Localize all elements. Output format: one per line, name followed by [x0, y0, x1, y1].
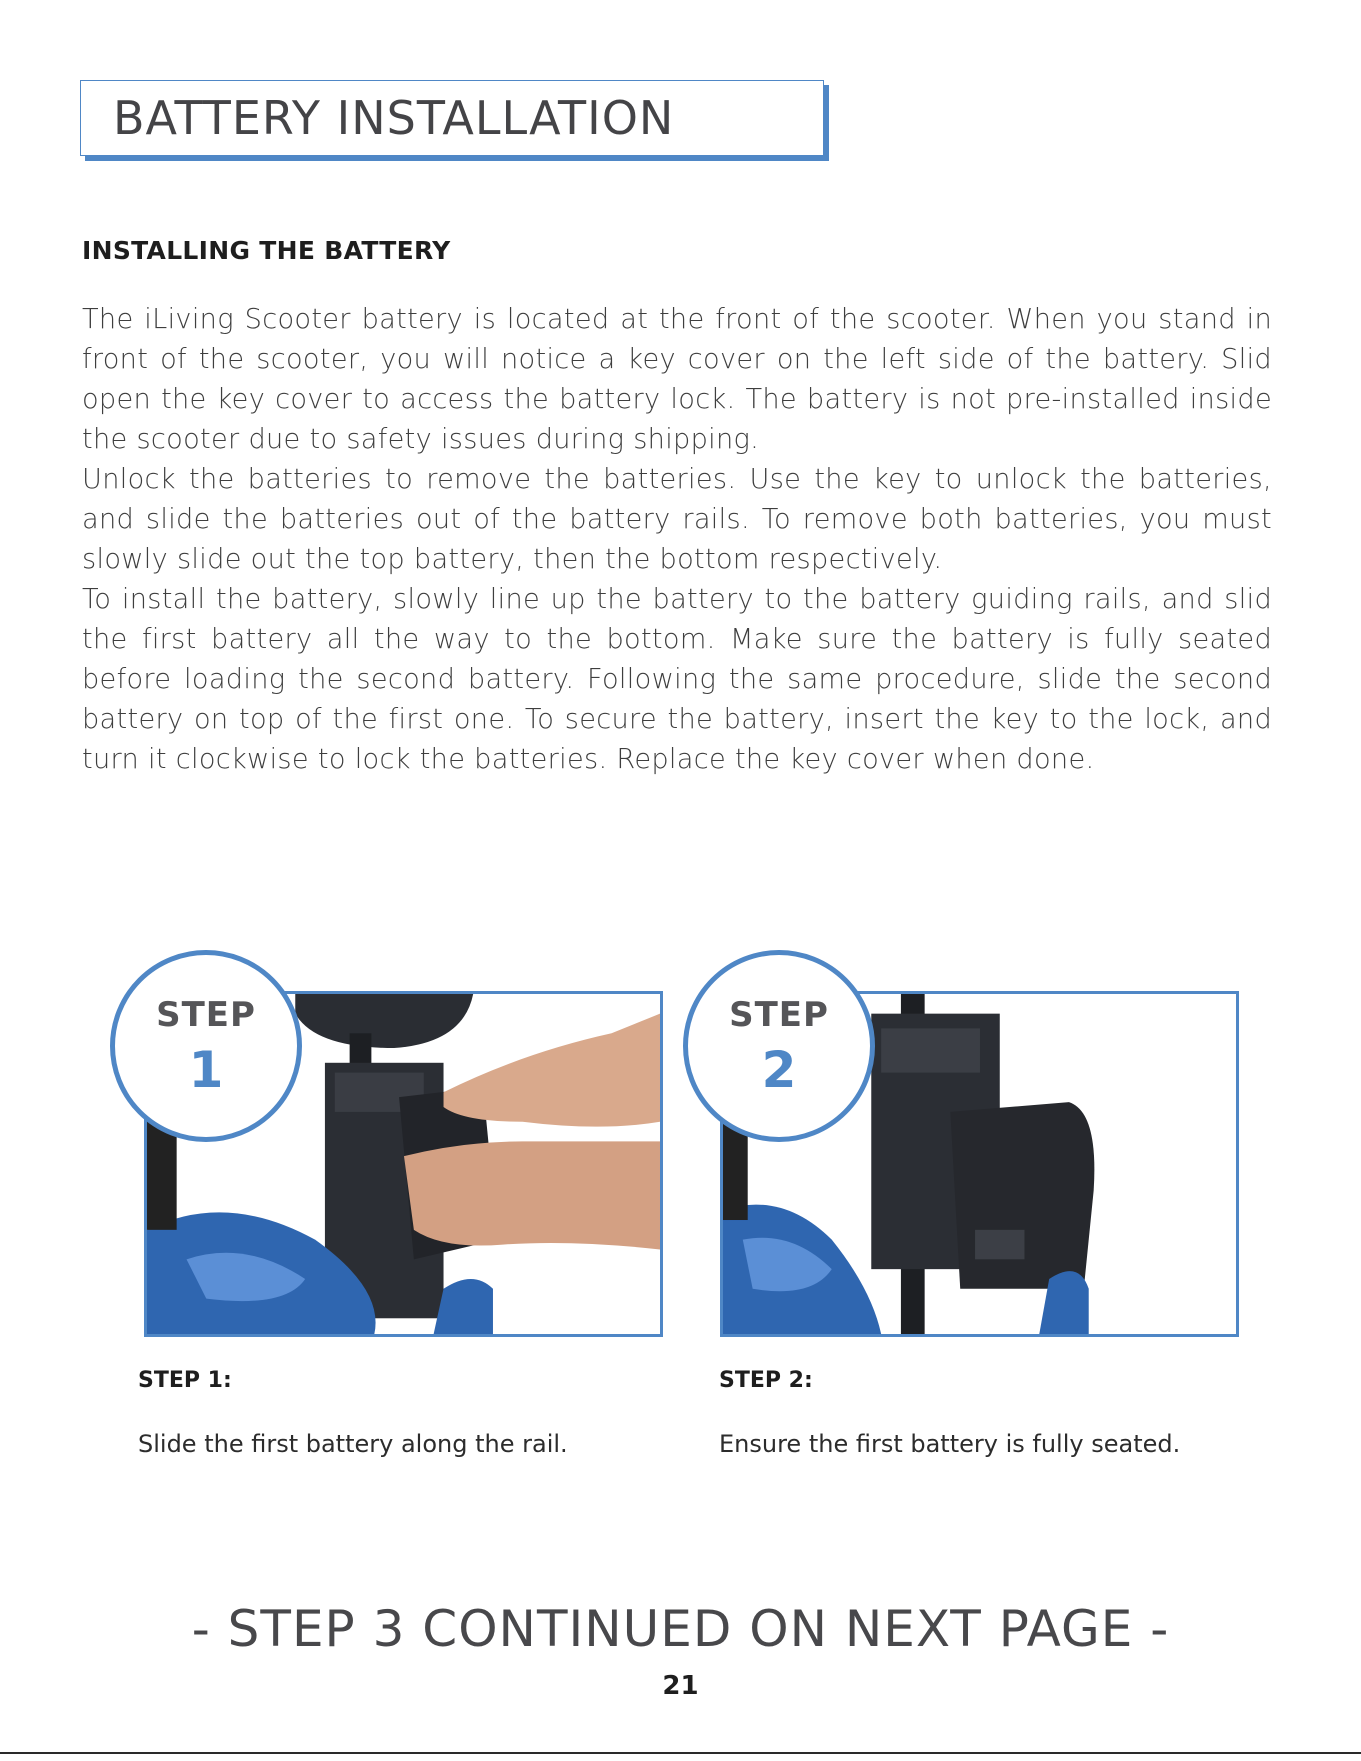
- step-1-badge-number: 1: [188, 1041, 224, 1099]
- footer-divider: [0, 1752, 1361, 1754]
- step-2-label: STEP 2:: [719, 1368, 813, 1393]
- step-1-badge-word: STEP: [156, 995, 256, 1035]
- step-2-badge: [683, 950, 875, 1142]
- paragraph-installing-batteries: To install the battery, slowly line up the battery to the battery guiding rails, and slid the first battery all the way to the bottom. Make sure the battery is fully seated before loading the second battery. Following the same procedure, slide the second battery on top of the first one. To secure the battery, insert the key to the lock, and turn it clockwise to lock the batteries. Replace the key cover when done.: [82, 584, 1272, 775]
- step-1-label: STEP 1:: [138, 1368, 232, 1393]
- paragraph-removing-batteries: Unlock the batteries to remove the batteries. Use the key to unlock the batteries, and slide the batteries out of the battery rails. To remove both batteries, you must slowly slide out the top battery, then the bottom respectively.: [82, 464, 1272, 575]
- step-2-caption: Ensure the first battery is fully seated.: [719, 1430, 1181, 1458]
- step-2-badge-word: STEP: [729, 995, 829, 1035]
- section-heading: INSTALLING THE BATTERY: [82, 236, 451, 265]
- page-title-box: [80, 80, 824, 156]
- paragraph-battery-location: The iLiving Scooter battery is located at the front of the scooter. When you stand in front of the scooter, you will notice a key cover on the left side of the battery. Slid open the key cover to access the battery lock. The battery is not pre-installed inside the scooter due to safety issues during shipping.: [82, 304, 1272, 455]
- page-number: 21: [662, 1671, 699, 1701]
- body-text: [82, 300, 1272, 780]
- step-2-badge-number: 2: [761, 1041, 797, 1099]
- step-1-caption: Slide the first battery along the rail.: [138, 1430, 568, 1458]
- step-1-badge: [110, 950, 302, 1142]
- page-title: BATTERY INSTALLATION: [113, 91, 675, 145]
- continued-notice: - STEP 3 CONTINUED ON NEXT PAGE -: [191, 1600, 1170, 1658]
